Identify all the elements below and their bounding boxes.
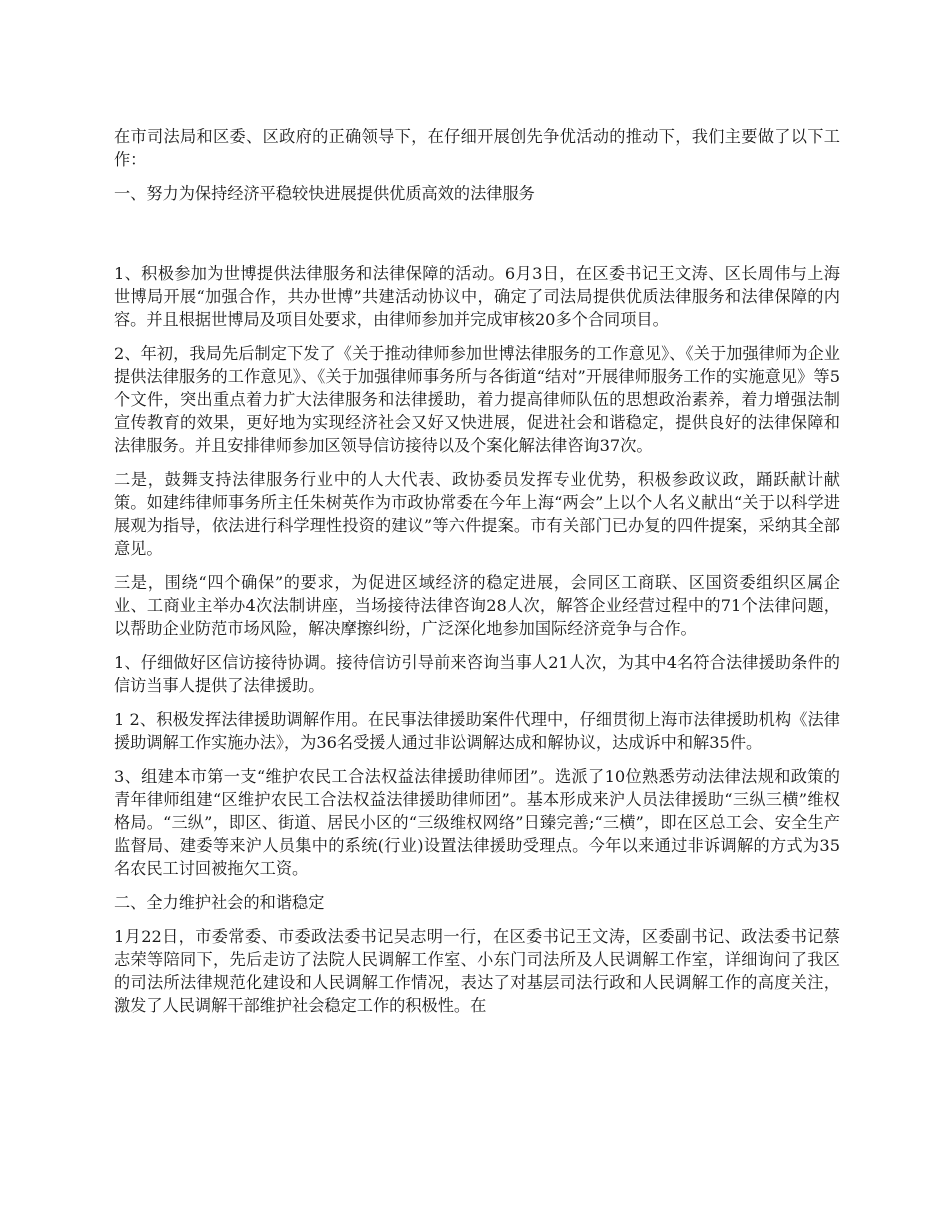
paragraph-migrant-workers: 3、组建本市第一支“维护农民工合法权益法律援助律师团”。选派了10位熟悉劳动法律法规和政策的青年律师组建“区维护农民工合法权益法律援助律师团”。基本形成来沪人员法律援助“三纵三横”维权格局。“三纵”，即区、街道、居民小区的“三级维权网络”日臻完善;“三横”，即在区总工会、安全生产监督局、建委等来沪人员集中的系统(行业)设置法律援助受理点。今年以来通过非诉调解的方式为35名农民工讨回被拖欠工资。 [114,767,840,878]
document-body [114,125,840,1028]
paragraph-policy-documents: 2、年初，我局先后制定下发了《关于推动律师参加世博法律服务的工作意见》、《关于加强律师为企业提供法律服务的工作意见》、《关于加强律师事务所与各街道“结对”开展律师服务工作的实施意见》等5个文件，突出重点着力扩大法律服务和法律援助，着力提高律师队伍的思想政治素养，着力增强法制宣传教育的效果，更好地为实现经济社会又好又快进展，促进社会和谐稳定，提供良好的法律保障和法律服务。并且安排律师参加区领导信访接待以及个案化解法律咨询37次。 [114,344,840,455]
paragraph-visit: 1月22日，市委常委、市委政法委书记吴志明一行，在区委书记王文涛，区委副书记、政法委书记蔡志荣等陪同下，先后走访了法院人民调解工作室、小东门司法所及人民调解工作室，详细询问了我区的司法所法律规范化建设和人民调解工作情况，表达了对基层司法行政和人民调解工作的高度关注，激发了人民调解干部维护社会稳定工作的积极性。在 [114,927,840,1015]
paragraph-legal-aid-mediation: 1 2、积极发挥法律援助调解作用。在民事法律援助案件代理中，仔细贯彻上海市法律援助机构《法律援助调解工作实施办法》，为36名受援人通过非讼调解达成和解协议，达成诉中和解35件。 [114,710,840,752]
intro-paragraph: 在市司法局和区委、区政府的正确领导下，在仔细开展创先争优活动的推动下，我们主要做了以下工作： [114,127,840,169]
section-heading-1: 一、努力为保持经济平稳较快进展提供优质高效的法律服务 [114,184,535,203]
section-heading-2: 二、全力维护社会的和谐稳定 [114,893,325,912]
paragraph-petition-reception: 1、仔细做好区信访接待协调。接待信访引导前来咨询当事人21人次，为其中4名符合法律援助条件的信访当事人提供了法律援助。 [114,653,840,695]
paragraph-world-expo: 1、积极参加为世博提供法律服务和法律保障的活动。6月3日，在区委书记王文涛、区长周伟与上海世博局开展“加强合作，共办世博”共建活动协议中，确定了司法局提供优质法律服务和法律保障的内容。并且根据世博局及项目处要求，由律师参加并完成审核20多个合同项目。 [114,264,840,329]
paragraph-third-point: 三是，围绕“四个确保”的要求，为促进区域经济的稳定进展，会同区工商联、区国资委组织区属企业、工商业主举办4次法制讲座，当场接待法律咨询28人次，解答企业经营过程中的71个法律问题，以帮助企业防范市场风险，解决摩擦纠纷，广泛深化地参加国际经济竞争与合作。 [114,573,840,638]
paragraph-second-point: 二是，鼓舞支持法律服务行业中的人大代表、政协委员发挥专业优势，积极参政议政，踊跃献计献策。如建纬律师事务所主任朱树英作为市政协常委在今年上海“两会”上以个人名义献出“关于以科学进展观为指导，依法进行科学理性投资的建议”等六件提案。市有关部门已办复的四件提案，采纳其全部意见。 [114,470,840,558]
